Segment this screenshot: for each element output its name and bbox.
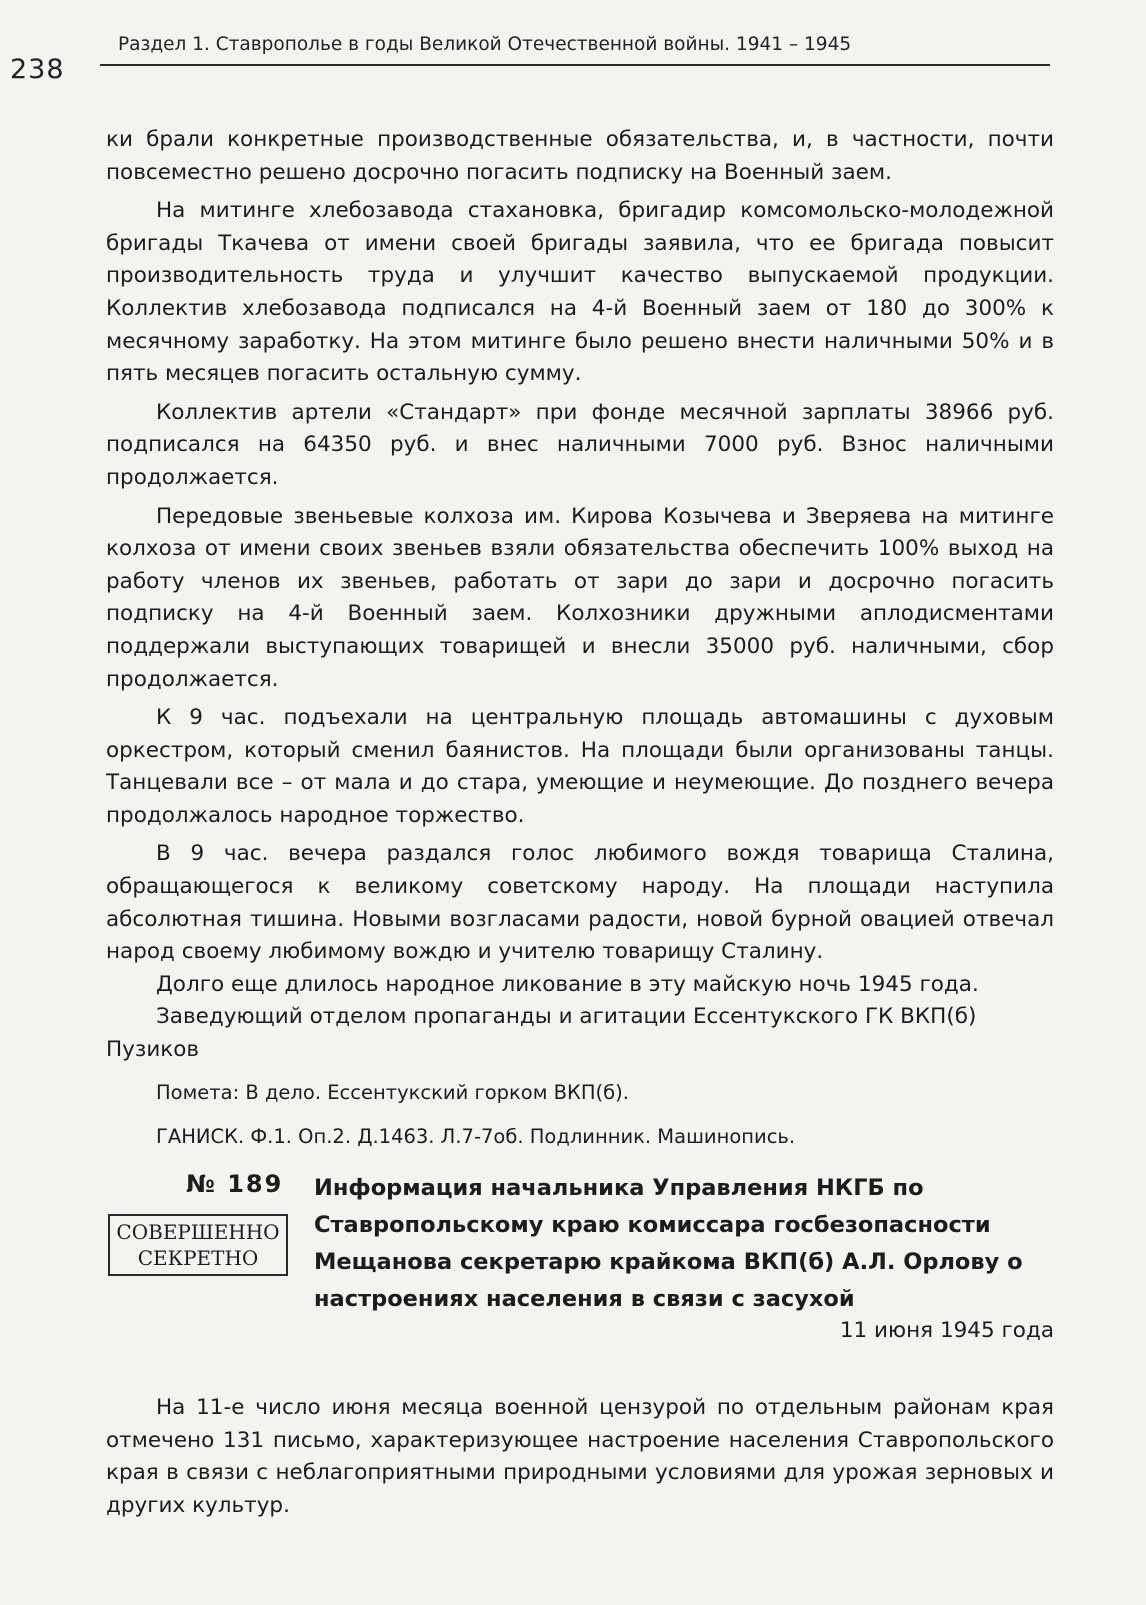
paragraph-3: Коллектив артели «Стандарт» при фонде месячной зарплаты 38966 руб. подписался на 64350 руб. и внес наличными 7000 руб. Взнос наличными продолжается. [106,399,1054,490]
document-title: Информация начальника Управления НКГБ по Ставропольскому краю комиссара госбезопасности Мещанова секретарю крайкома ВКП(б) А.Л. Орлову о настроениях населения в связи с засухой [314,1175,1023,1312]
paragraph-6: В 9 час. вечера раздался голос любимого вождя товарища Сталина, обращающегося к великому советскому народу. На площади наступила абсолютная тишина. Новыми возгласами радости, новой бурной овацией отвечал народ своему любимому вождю и учителю товарищу Сталину. [106,841,1054,965]
header-rule [100,64,1050,66]
signature-name: Пузиков [106,1037,200,1063]
paragraph-2: На митинге хлебозавода стахановка, бригадир комсомольско-молодежной бригады Ткачева от имени своей бригады заявила, что ее бригада повысит производительность труда и улучшит качество выпускаемой продукции. Коллектив хлебозавода подписался на 4-й Военный заем от 180 до 300% к месячному заработку. На этом митинге было решено внести наличными 50% и в пять месяцев погасить остальную сумму. [106,198,1054,387]
paragraph-4: Передовые звеньевые колхоза им. Кирова Козычева и Зверяева на митинге колхоза от имени своих звеньев взяли обязательства обеспечить 100% выход на работу членов их звеньев, работать от зари до зари и досрочно погасить подписку на 4-й Военный заем. Колхозники дружными аплодисментами поддержали выступающих товарищей и внесли 35000 руб. наличными, сбор продолжается. [106,503,1054,692]
archive-source: ГАНИСК. Ф.1. Оп.2. Д.1463. Л.7-7об. Подлинник. Машинопись. [156,1124,796,1148]
document-number: № 189 [186,1170,284,1198]
document-body-paragraph: На 11-е число июня месяца военной цензурой по отдельным районам края отмечено 131 письмо, характеризующее настроение населения Ставропольского края в связи с неблагоприятными природными условиями для урожая зерновых и других культур. [106,1395,1054,1518]
pometa-note: Помета: В дело. Ессентукский горком ВКП(б). [156,1080,629,1104]
paragraph-5: К 9 час. подъехали на центральную площадь автомашины с духовым оркестром, который сменил баянистов. На площади были организованы танцы. Танцевали все – от мала и до стара, умеющие и неумеющие. До позднего вечера продолжалось народное торжество. [106,705,1054,828]
running-header: Раздел 1. Ставрополье в годы Великой Отечественной войны. 1941 – 1945 [118,34,852,55]
stamp-line-1: СОВЕРШЕННО [116,1220,280,1244]
secret-stamp [108,1214,288,1276]
main-text [106,124,1054,1151]
document-heading [106,1170,1054,1360]
document-date: 11 июня 1945 года [839,1318,1054,1343]
page-number: 238 [10,54,65,85]
stamp-line-2: СЕКРЕТНО [137,1246,259,1270]
paragraph-7: Долго еще длилось народное ликование в эту майскую ночь 1945 года. [156,971,979,997]
signature-position: Заведующий отделом пропаганды и агитации Ессентукского ГК ВКП(б) [156,1004,977,1030]
document-body [106,1392,1054,1522]
paragraph-1: ки брали конкретные производственные обязательства, и, в частности, почти повсеместно решено досрочно погасить подписку на Военный заем. [106,127,1054,185]
